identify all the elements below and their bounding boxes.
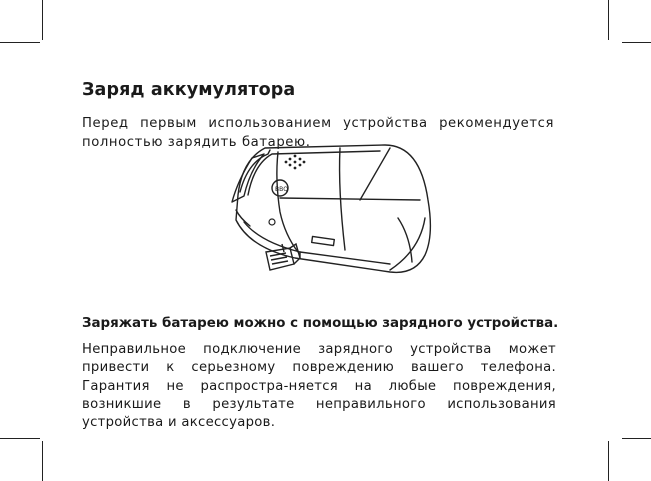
crop-mark-top-left <box>42 0 43 40</box>
intro-paragraph: Перед первым использованием устройства рекомендуется полностью зарядить батарею. <box>82 116 554 150</box>
crop-mark-bottom-left-h <box>0 438 40 439</box>
crop-mark-bottom-right <box>608 441 609 481</box>
page-title: Заряд аккумулятора <box>82 80 296 100</box>
crop-mark-bottom-left <box>42 441 43 481</box>
charger-subtitle: Заряжать батарею можно с помощью зарядного устройства. <box>82 316 559 331</box>
crop-mark-bottom-right-h <box>622 438 651 439</box>
crop-mark-top-right <box>608 0 609 40</box>
phone-logo: BBQ <box>275 186 288 193</box>
crop-mark-top-right-h <box>622 42 651 43</box>
phone-charging-illustration <box>220 140 450 280</box>
warning-paragraph: Неправильное подключение зарядного устройства может привести к серьезному повреждению вашего телефона. Гарантия не распростра-няется на любые повреждения, возникшие в результате неправильного использования устройства и аксессуаров. <box>82 342 556 431</box>
crop-mark-top-left-h <box>0 42 40 43</box>
